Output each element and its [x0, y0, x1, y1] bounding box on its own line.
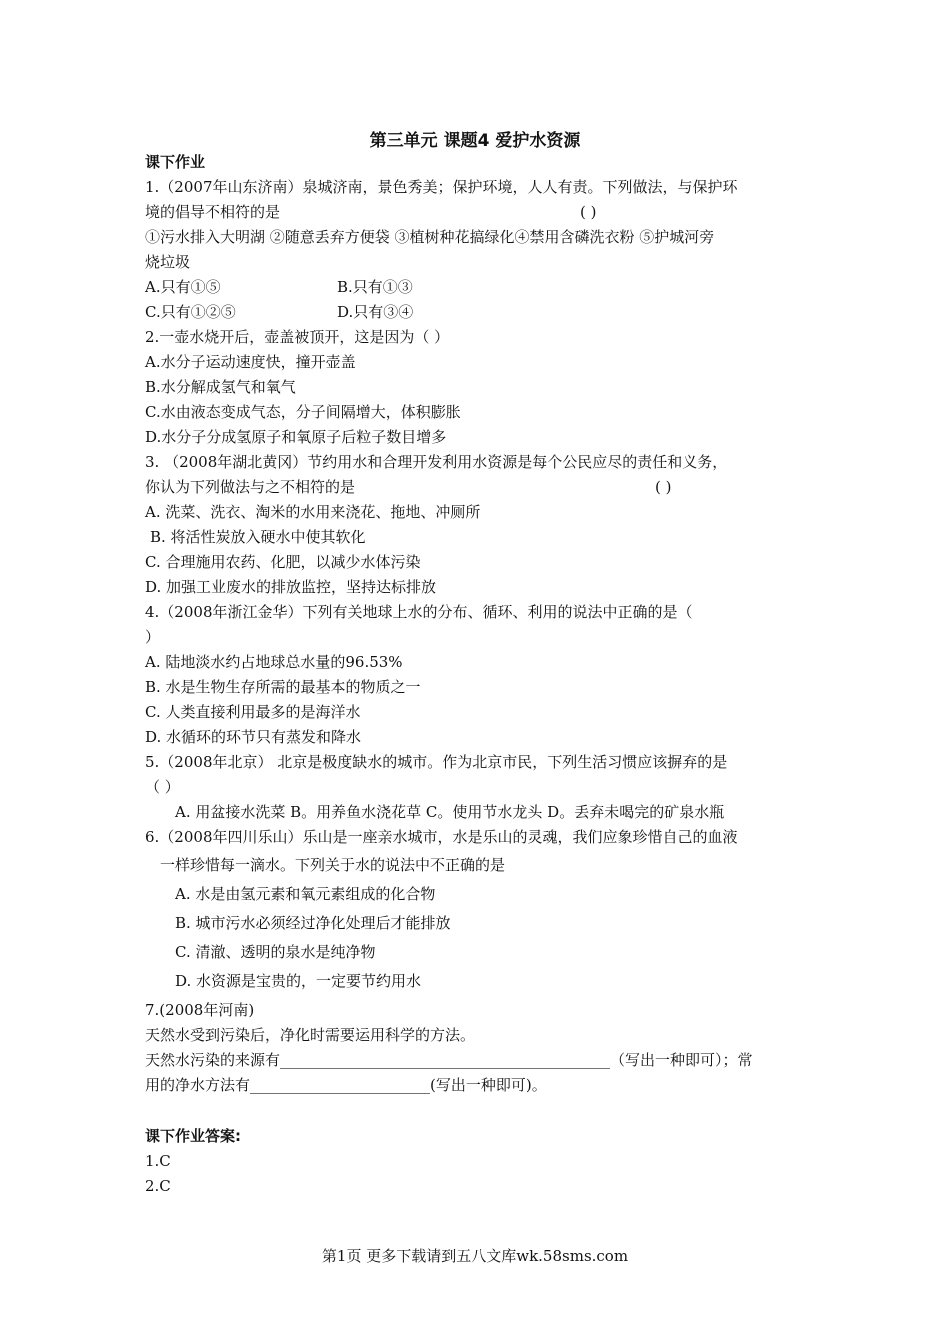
- q1-option-c: C.只有①②⑤: [145, 303, 236, 321]
- q6-stem-line1: 6.（2008年四川乐山）乐山是一座亲水城市，水是乐山的灵魂，我们应象珍惜自己的血液: [145, 828, 738, 846]
- q6-option-c: C. 清澈、透明的泉水是纯净物: [175, 943, 376, 961]
- q3-option-a: A. 洗菜、洗衣、淘米的水用来浇花、拖地、冲厕所: [145, 503, 481, 521]
- q2-option-d: D.水分子分成氢原子和氧原子后粒子数目增多: [145, 428, 447, 446]
- q3-answer-parens: ( ): [655, 478, 672, 496]
- q1-stem-line2: 境的倡导不相符的是: [145, 203, 281, 221]
- q1-answer-parens: ( ): [580, 203, 597, 221]
- answer-item: 2.C: [145, 1177, 171, 1195]
- q1-statements-line2: 烧垃圾: [145, 253, 191, 271]
- page-title: 第三单元 课题4 爱护水资源: [369, 131, 581, 151]
- q2-option-b: B.水分解成氢气和氧气: [145, 378, 296, 396]
- q2-option-a: A.水分子运动速度快，撞开壶盖: [145, 353, 356, 371]
- q1-option-a: A.只有①⑤: [145, 278, 221, 296]
- q4-option-a: A. 陆地淡水约占地球总水量的96.53%: [145, 653, 403, 671]
- q4-option-b: B. 水是生物生存所需的最基本的物质之一: [145, 678, 421, 696]
- q1-statements-line1: ①污水排入大明湖 ②随意丢弃方便袋 ③植树种花搞绿化④禁用含磷洗衣粉 ⑤护城河旁: [145, 228, 715, 246]
- q3-stem-line1: 3. （2008年湖北黄冈）节约用水和合理开发利用水资源是每个公民应尽的责任和义务，: [145, 453, 728, 471]
- q6-option-d: D. 水资源是宝贵的，一定要节约用水: [175, 972, 422, 990]
- q4-stem-line2: ）: [145, 628, 161, 646]
- q5-stem-line2: （ ）: [145, 778, 180, 796]
- q7-blank-line2: 用的净水方法有________________________(写出一种即可)。: [145, 1076, 547, 1094]
- q4-option-c: C. 人类直接利用最多的是海洋水: [145, 703, 361, 721]
- q1-stem-line1: 1.（2007年山东济南）泉城济南，景色秀美；保护环境，人人有责。下列做法，与保护环: [145, 178, 738, 196]
- q6-stem-line2: 一样珍惜每一滴水。下列关于水的说法中不正确的是: [160, 856, 506, 874]
- section-heading: 课下作业: [145, 153, 206, 171]
- q2-stem: 2.一壶水烧开后，壶盖被顶开，这是因为（ ）: [145, 328, 450, 346]
- page-footer: 第1页 更多下载请到五八文库wk.58sms.com: [321, 1247, 629, 1265]
- q7-blank-line1: 天然水污染的来源有____________________________________________（写出一种即可）；常: [145, 1051, 753, 1069]
- q7-intro: 天然水受到污染后，净化时需要运用科学的方法。: [145, 1026, 476, 1044]
- q4-option-d: D. 水循环的环节只有蒸发和降水: [145, 728, 362, 746]
- q6-option-b: B. 城市污水必须经过净化处理后才能排放: [175, 914, 451, 932]
- q4-stem-line1: 4.（2008年浙江金华）下列有关地球上水的分布、循环、利用的说法中正确的是（: [145, 603, 693, 621]
- answers-heading: 课下作业答案:: [145, 1127, 241, 1145]
- q3-stem-line2: 你认为下列做法与之不相符的是: [145, 478, 356, 496]
- q6-option-a: A. 水是由氢元素和氧元素组成的化合物: [175, 885, 436, 903]
- q1-option-d: D.只有③④: [337, 303, 414, 321]
- answer-item: 1.C: [145, 1152, 171, 1170]
- q3-option-d: D. 加强工业废水的排放监控，坚持达标排放: [145, 578, 437, 596]
- q5-stem-line1: 5.（2008年北京） 北京是极度缺水的城市。作为北京市民，下列生活习惯应该摒弃的是: [145, 753, 728, 771]
- q3-option-b: B. 将活性炭放入硬水中使其软化: [150, 528, 366, 546]
- q1-option-b: B.只有①③: [337, 278, 413, 296]
- q2-option-c: C.水由液态变成气态，分子间隔增大，体积膨胀: [145, 403, 461, 421]
- q7-heading: 7.(2008年河南): [145, 1001, 255, 1019]
- q5-options: A. 用盆接水洗菜 B。用养鱼水浇花草 C。使用节水龙头 D。丢弃未喝完的矿泉水瓶: [175, 803, 725, 821]
- q3-option-c: C. 合理施用农药、化肥，以减少水体污染: [145, 553, 421, 571]
